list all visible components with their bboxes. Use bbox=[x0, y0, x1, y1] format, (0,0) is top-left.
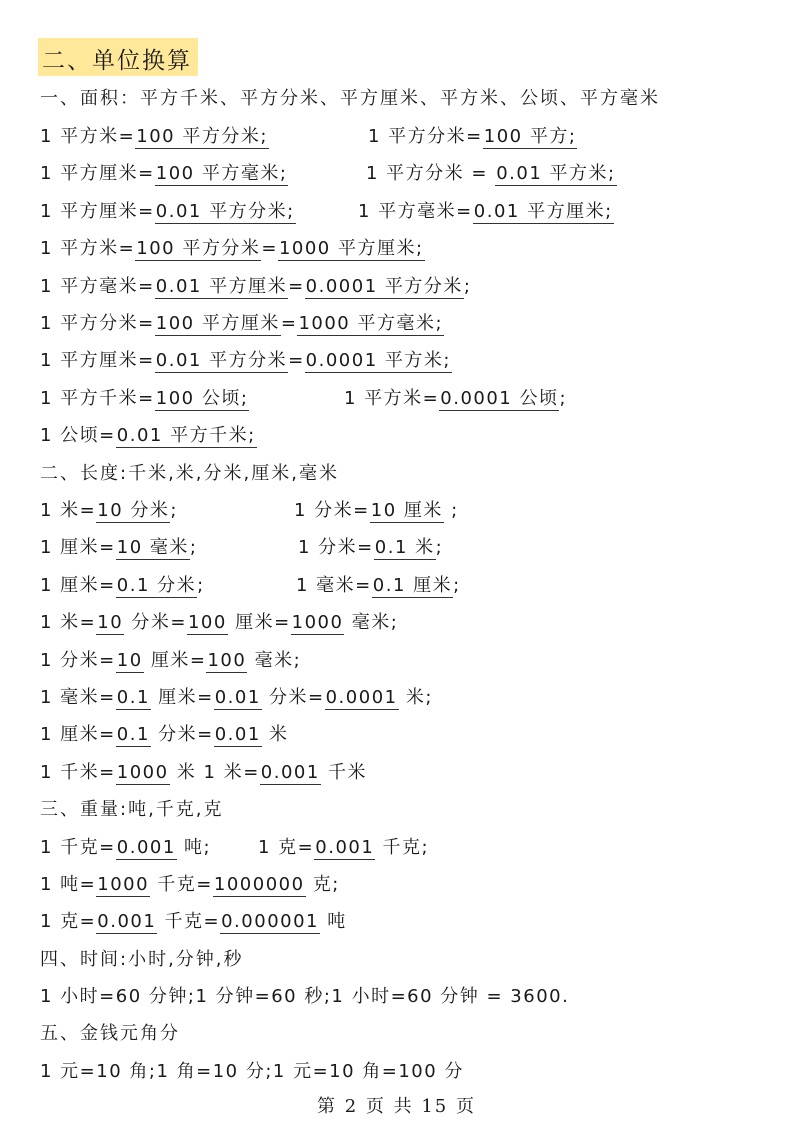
weight-row-1a: 1 千克=0.001 吨; bbox=[40, 837, 212, 858]
area-row-3b: 1 平方毫米=0.01 平方厘米; bbox=[358, 201, 613, 222]
area-row-8b: 1 平方米=0.0001 公顷; bbox=[344, 388, 568, 409]
money-row-1: 1 元=10 角;1 角=10 分;1 元=10 角=100 分 bbox=[40, 1061, 464, 1082]
area-row-1a: 1 平方米=100 平方分米; bbox=[40, 126, 268, 147]
length-heading: 二、长度:千米,米,分米,厘米,毫米 bbox=[40, 463, 339, 484]
area-row-1b: 1 平方分米=100 平方; bbox=[368, 126, 577, 147]
area-row-5: 1 平方毫米=0.01 平方厘米=0.0001 平方分米; bbox=[40, 276, 472, 297]
length-row-7: 1 厘米=0.1 分米=0.01 米 bbox=[40, 724, 289, 745]
time-row-1: 1 小时=60 分钟;1 分钟=60 秒;1 小时=60 分钟 = 3600. bbox=[40, 986, 570, 1007]
area-row-3a: 1 平方厘米=0.01 平方分米; bbox=[40, 201, 295, 222]
length-row-4: 1 米=10 分米=100 厘米=1000 毫米; bbox=[40, 612, 399, 633]
time-heading: 四、时间:小时,分钟,秒 bbox=[40, 949, 244, 970]
area-heading: 一、面积：平方千米、平方分米、平方厘米、平方米、公顷、平方毫米 bbox=[40, 88, 660, 109]
area-row-8a: 1 平方千米=100 公顷; bbox=[40, 388, 249, 409]
length-row-5: 1 分米=10 厘米=100 毫米; bbox=[40, 650, 302, 671]
weight-row-1b: 1 克=0.001 千克; bbox=[258, 837, 430, 858]
area-row-2a: 1 平方厘米=100 平方毫米; bbox=[40, 163, 288, 184]
length-row-3b: 1 毫米=0.1 厘米; bbox=[296, 575, 461, 596]
area-row-4: 1 平方米=100 平方分米=1000 平方厘米; bbox=[40, 238, 424, 259]
length-row-6: 1 毫米=0.1 厘米=0.01 分米=0.0001 米; bbox=[40, 687, 433, 708]
area-row-6: 1 平方分米=100 平方厘米=1000 平方毫米; bbox=[40, 313, 444, 334]
page-title: 二、单位换算 bbox=[42, 48, 192, 74]
length-row-8: 1 千米=1000 米 1 米=0.001 千米 bbox=[40, 762, 368, 783]
page-footer: 第 2 页 共 15 页 bbox=[317, 1096, 476, 1117]
length-row-2b: 1 分米=0.1 米; bbox=[298, 537, 444, 558]
area-row-2b: 1 平方分米 = 0.01 平方米; bbox=[366, 163, 616, 184]
length-row-2a: 1 厘米=10 毫米; bbox=[40, 537, 198, 558]
area-row-9: 1 公顷=0.01 平方千米; bbox=[40, 425, 256, 446]
money-heading: 五、金钱元角分 bbox=[40, 1023, 180, 1044]
length-row-1b: 1 分米=10 厘米 ; bbox=[294, 500, 459, 521]
length-row-1a: 1 米=10 分米; bbox=[40, 500, 178, 521]
weight-row-3: 1 克=0.001 千克=0.000001 吨 bbox=[40, 911, 347, 932]
length-row-3a: 1 厘米=0.1 分米; bbox=[40, 575, 205, 596]
area-row-7: 1 平方厘米=0.01 平方分米=0.0001 平方米; bbox=[40, 350, 451, 371]
weight-heading: 三、重量:吨,千克,克 bbox=[40, 799, 224, 820]
weight-row-2: 1 吨=1000 千克=1000000 克; bbox=[40, 874, 340, 895]
